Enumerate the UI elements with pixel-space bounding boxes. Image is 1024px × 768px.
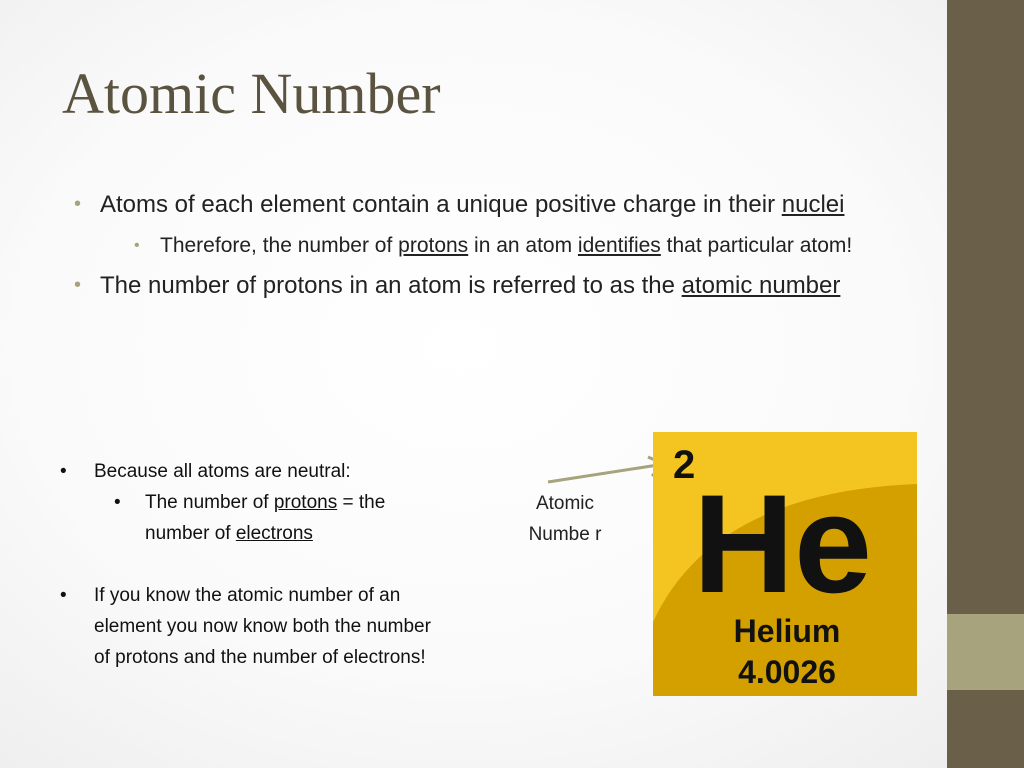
bullet-atomic-number bbox=[74, 267, 904, 304]
electrons-term: electrons bbox=[235, 523, 313, 544]
spacer bbox=[60, 549, 440, 580]
sub-bullet-text: that particular atom! bbox=[660, 234, 853, 257]
sub-bullet-equal bbox=[60, 487, 440, 549]
main-bullet-list bbox=[74, 186, 904, 304]
identifies-term: identifies bbox=[577, 234, 661, 257]
lower-bullet-list bbox=[60, 456, 440, 673]
bullet-icon: • bbox=[74, 274, 82, 296]
protons-term: protons bbox=[398, 234, 469, 257]
bullet-unique-charge bbox=[74, 186, 904, 263]
atomic-number-value: 2 bbox=[673, 443, 696, 487]
bullet-icon: • bbox=[114, 492, 121, 513]
atomic-number-caption: Atomic Numbe r bbox=[528, 493, 602, 545]
bullet-text: The number of protons in an atom is referred to as the bbox=[100, 272, 682, 299]
protons-term: protons bbox=[273, 492, 338, 513]
sub-bullet-identifies bbox=[100, 229, 904, 263]
sub-bullet-text: = the number of bbox=[145, 492, 386, 544]
sub-bullet-text: Therefore, the number of bbox=[160, 234, 399, 257]
bullet-icon: • bbox=[60, 461, 67, 482]
slide-title: Atomic Number bbox=[62, 61, 441, 126]
bullet-icon: • bbox=[60, 585, 67, 606]
bullet-text: Because all atoms are neutral: bbox=[94, 461, 351, 482]
bullet-neutral bbox=[60, 456, 440, 487]
sub-bullet-list bbox=[100, 229, 904, 263]
sub-bullet-text: The number of bbox=[145, 492, 274, 513]
bullet-text: Atoms of each element contain a unique positive charge in their bbox=[100, 191, 782, 218]
bullet-text: If you know the atomic number of an element you now know both the number of protons and the number of electrons! bbox=[94, 585, 431, 668]
sub-bullet-text: in an atom bbox=[468, 234, 578, 257]
sidebar-accent bbox=[947, 614, 1024, 690]
atomic-mass: 4.0026 bbox=[738, 654, 836, 690]
helium-element-tile bbox=[653, 432, 917, 696]
atomic-number-term: atomic number bbox=[681, 272, 841, 299]
nuclei-term: nuclei bbox=[781, 191, 845, 218]
bullet-icon: • bbox=[74, 193, 82, 215]
element-name: Helium bbox=[733, 613, 841, 649]
bullet-know-number bbox=[60, 580, 440, 673]
bullet-icon: • bbox=[134, 237, 140, 254]
element-symbol: He bbox=[693, 465, 872, 622]
